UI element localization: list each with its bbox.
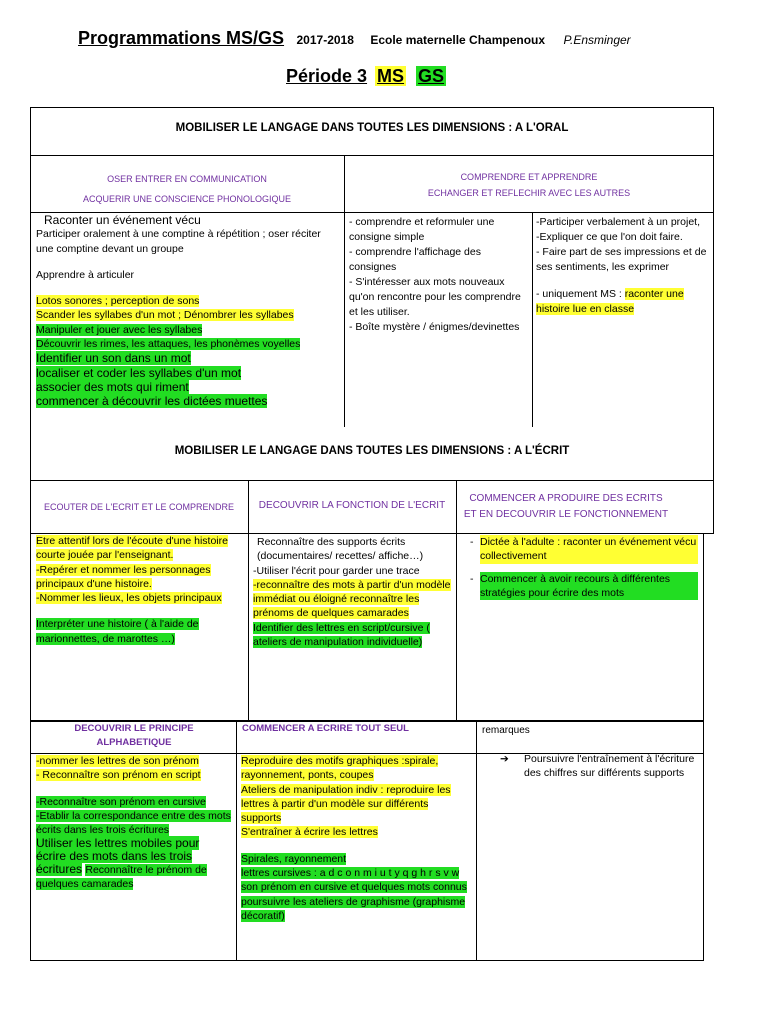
divider (30, 155, 714, 156)
list-item: -reconnaître des mots à partir d'un modèle immédiat ou éloigné reconnaître les prénoms de quelques camarades (253, 578, 451, 620)
list-item: Manipuler et jouer avec les syllabes (36, 323, 203, 336)
oral-col2-head-2: ECHANGER ET REFLECHIR AVEC LES AUTRES (427, 188, 631, 198)
bottom-col3-content (500, 752, 700, 781)
list-item: Commencer à avoir recours à différentes stratégies pour écrire des mots (480, 572, 698, 601)
oral-col2-head-1: COMPRENDRE ET APPRENDRE (460, 172, 598, 182)
list-item: Lotos sonores ; perception de sons (36, 295, 200, 308)
list-item: Ateliers de manipulation indiv : reproduire les lettres à partir d'un modèle sur différents supports (241, 783, 451, 825)
list-item: -Etablir la correspondance entre des mots écrits dans les trois écritures (36, 809, 231, 837)
ecrit-head-2: DECOUVRIR LA FONCTION DE L'ECRIT (258, 500, 446, 511)
list-item: -Participer verbalement à un projet, (536, 216, 700, 228)
divider (532, 212, 533, 427)
divider (248, 534, 249, 721)
list-item: -Repérer et nommer les personnages principaux d'une histoire. (36, 563, 211, 590)
ecrit-head-3 (456, 492, 676, 522)
list-item: - S'intéresser aux mots nouveaux qu'on rencontre pour les comprendre et les utiliser. (349, 276, 521, 318)
list-item: Dictée à l'adulte : raconter un événement vécu collectivement (480, 536, 697, 563)
ecrit-head-3-1: COMMENCER A PRODUIRE DES ECRITS (469, 493, 663, 504)
list-item: -Nommer les lieux, les objets principaux (36, 592, 222, 605)
divider (344, 212, 345, 427)
list-item: - Boîte mystère / énigmes/devinettes (349, 321, 520, 333)
list-item: - comprendre et reformuler une consigne simple (349, 216, 495, 243)
oral-col1-content (36, 213, 336, 409)
list-item: associer des mots qui riment (36, 379, 189, 394)
ecrit-col1-content (36, 534, 244, 646)
list-item: commencer à découvrir les dictées muettes (36, 394, 268, 409)
list-item: Apprendre à articuler (36, 268, 135, 281)
ms-badge: MS (377, 66, 405, 86)
document-header (78, 28, 631, 49)
list-item: Identifier des lettres en script/cursive ( ateliers de manipulation individuelle) (253, 621, 430, 649)
ecrit-head-3-2: ET EN DECOUVRIR LE FONCTIONNEMENT (463, 509, 669, 520)
ecrit-head-1: ECOUTER DE L'ECRIT ET LE COMPRENDRE (44, 502, 234, 512)
bullet-dash: - (470, 536, 474, 548)
doc-school: Ecole maternelle Champenoux (370, 33, 546, 47)
ecrit-title: MOBILISER LE LANGAGE DANS TOUTES LES DIMENSIONS : A L'ÉCRIT (174, 445, 570, 457)
ms-only-item: raconter une histoire lue en classe (536, 288, 684, 315)
ms-only-prefix: - uniquement MS : (536, 288, 625, 300)
list-item: lettres cursives : a d c o n m i u t y q g h r s v w (241, 867, 460, 880)
list-item: Reproduire des motifs graphiques :spirale, rayonnement, ponts, coupes (241, 755, 439, 782)
list-item: Reconnaître des supports écrits (documentaires/ recettes/ affiche…) (257, 536, 424, 563)
list-item: S'entraîner à écrire les lettres (241, 826, 378, 839)
list-item: -Utiliser l'écrit pour garder une trace (253, 564, 420, 577)
gs-badge: GS (418, 66, 445, 86)
ecrit-col2-content (253, 535, 451, 649)
oral-title: MOBILISER LE LANGAGE DANS TOUTES LES DIMENSIONS : A L'ORAL (175, 122, 569, 134)
divider (236, 721, 237, 961)
list-item: - Faire part de ses impressions et de ses sentiments, les exprimer (536, 246, 707, 273)
list-item: poursuivre les ateliers de graphisme (graphisme décoratif) (241, 895, 466, 922)
list-item: Utiliser les lettres mobiles pour écrire des mots dans les trois écritures (36, 836, 200, 877)
list-item: Interpréter une histoire ( à l'aide de marionnettes, de marottes …) (36, 618, 199, 645)
periode-label: Période 3 (286, 66, 368, 86)
list-item: Participer oralement à une comptine à répétition ; oser réciter une comptine devant un groupe (36, 228, 321, 255)
oral-col1-head-2: ACQUERIR UNE CONSCIENCE PHONOLOGIQUE (82, 194, 292, 204)
oral-col3-content (536, 215, 708, 317)
doc-year: 2017-2018 (296, 33, 354, 47)
oral-col2-content (349, 215, 527, 335)
bottom-head-1: DECOUVRIR LE PRINCIPE ALPHABETIQUE (74, 723, 194, 748)
bottom-head-2: COMMENCER A ECRIRE TOUT SEUL (242, 723, 409, 734)
list-item: Etre attentif lors de l'écoute d'une histoire courte jouée par l'enseignant. (36, 535, 228, 562)
bottom-col2-content (241, 754, 469, 923)
bullet-dash: - (470, 572, 474, 585)
oral-col2-head (344, 170, 714, 200)
list-item: localiser et coder les syllabes d'un mot (36, 365, 242, 380)
bottom-head-3: remarques (482, 725, 530, 736)
list-item: - Reconnaître son prénom en script (36, 769, 201, 782)
divider (476, 721, 477, 961)
bottom-col1-content (36, 754, 232, 891)
arrow-right-icon: ➔ (500, 753, 509, 765)
list-item: Identifier un son dans un mot (36, 351, 191, 366)
divider (30, 480, 714, 481)
doc-title: Programmations MS/GS (78, 28, 285, 48)
list-item: Raconter un événement vécu (44, 213, 201, 227)
list-item: son prénom en cursive et quelques mots connus (241, 881, 467, 894)
oral-col1-head-1: OSER ENTRER EN COMMUNICATION (107, 174, 267, 184)
list-item: Reconnaître le prénom de quelques camarades (36, 864, 207, 891)
list-item: Scander les syllabes d'un mot ; Dénombrer les syllabes (36, 309, 294, 322)
oral-col1-head (30, 172, 344, 206)
list-item: -nommer les lettres de son prénom (36, 755, 199, 767)
divider (456, 534, 457, 721)
ecrit-col3-content (470, 535, 698, 600)
list-item: Spirales, rayonnement (241, 852, 347, 865)
list-item: Découvrir les rimes, les attaques, les phonèmes voyelles (36, 338, 301, 351)
list-item: -Reconnaître son prénom en cursive (36, 795, 206, 808)
list-item: - comprendre l'affichage des consignes (349, 246, 481, 273)
periode-title (286, 66, 446, 87)
remarque-text: Poursuivre l'entraînement à l'écriture des chiffres sur différents supports (524, 753, 695, 780)
doc-author: P.Ensminger (563, 33, 631, 47)
list-item: -Expliquer ce que l'on doit faire. (536, 231, 683, 243)
